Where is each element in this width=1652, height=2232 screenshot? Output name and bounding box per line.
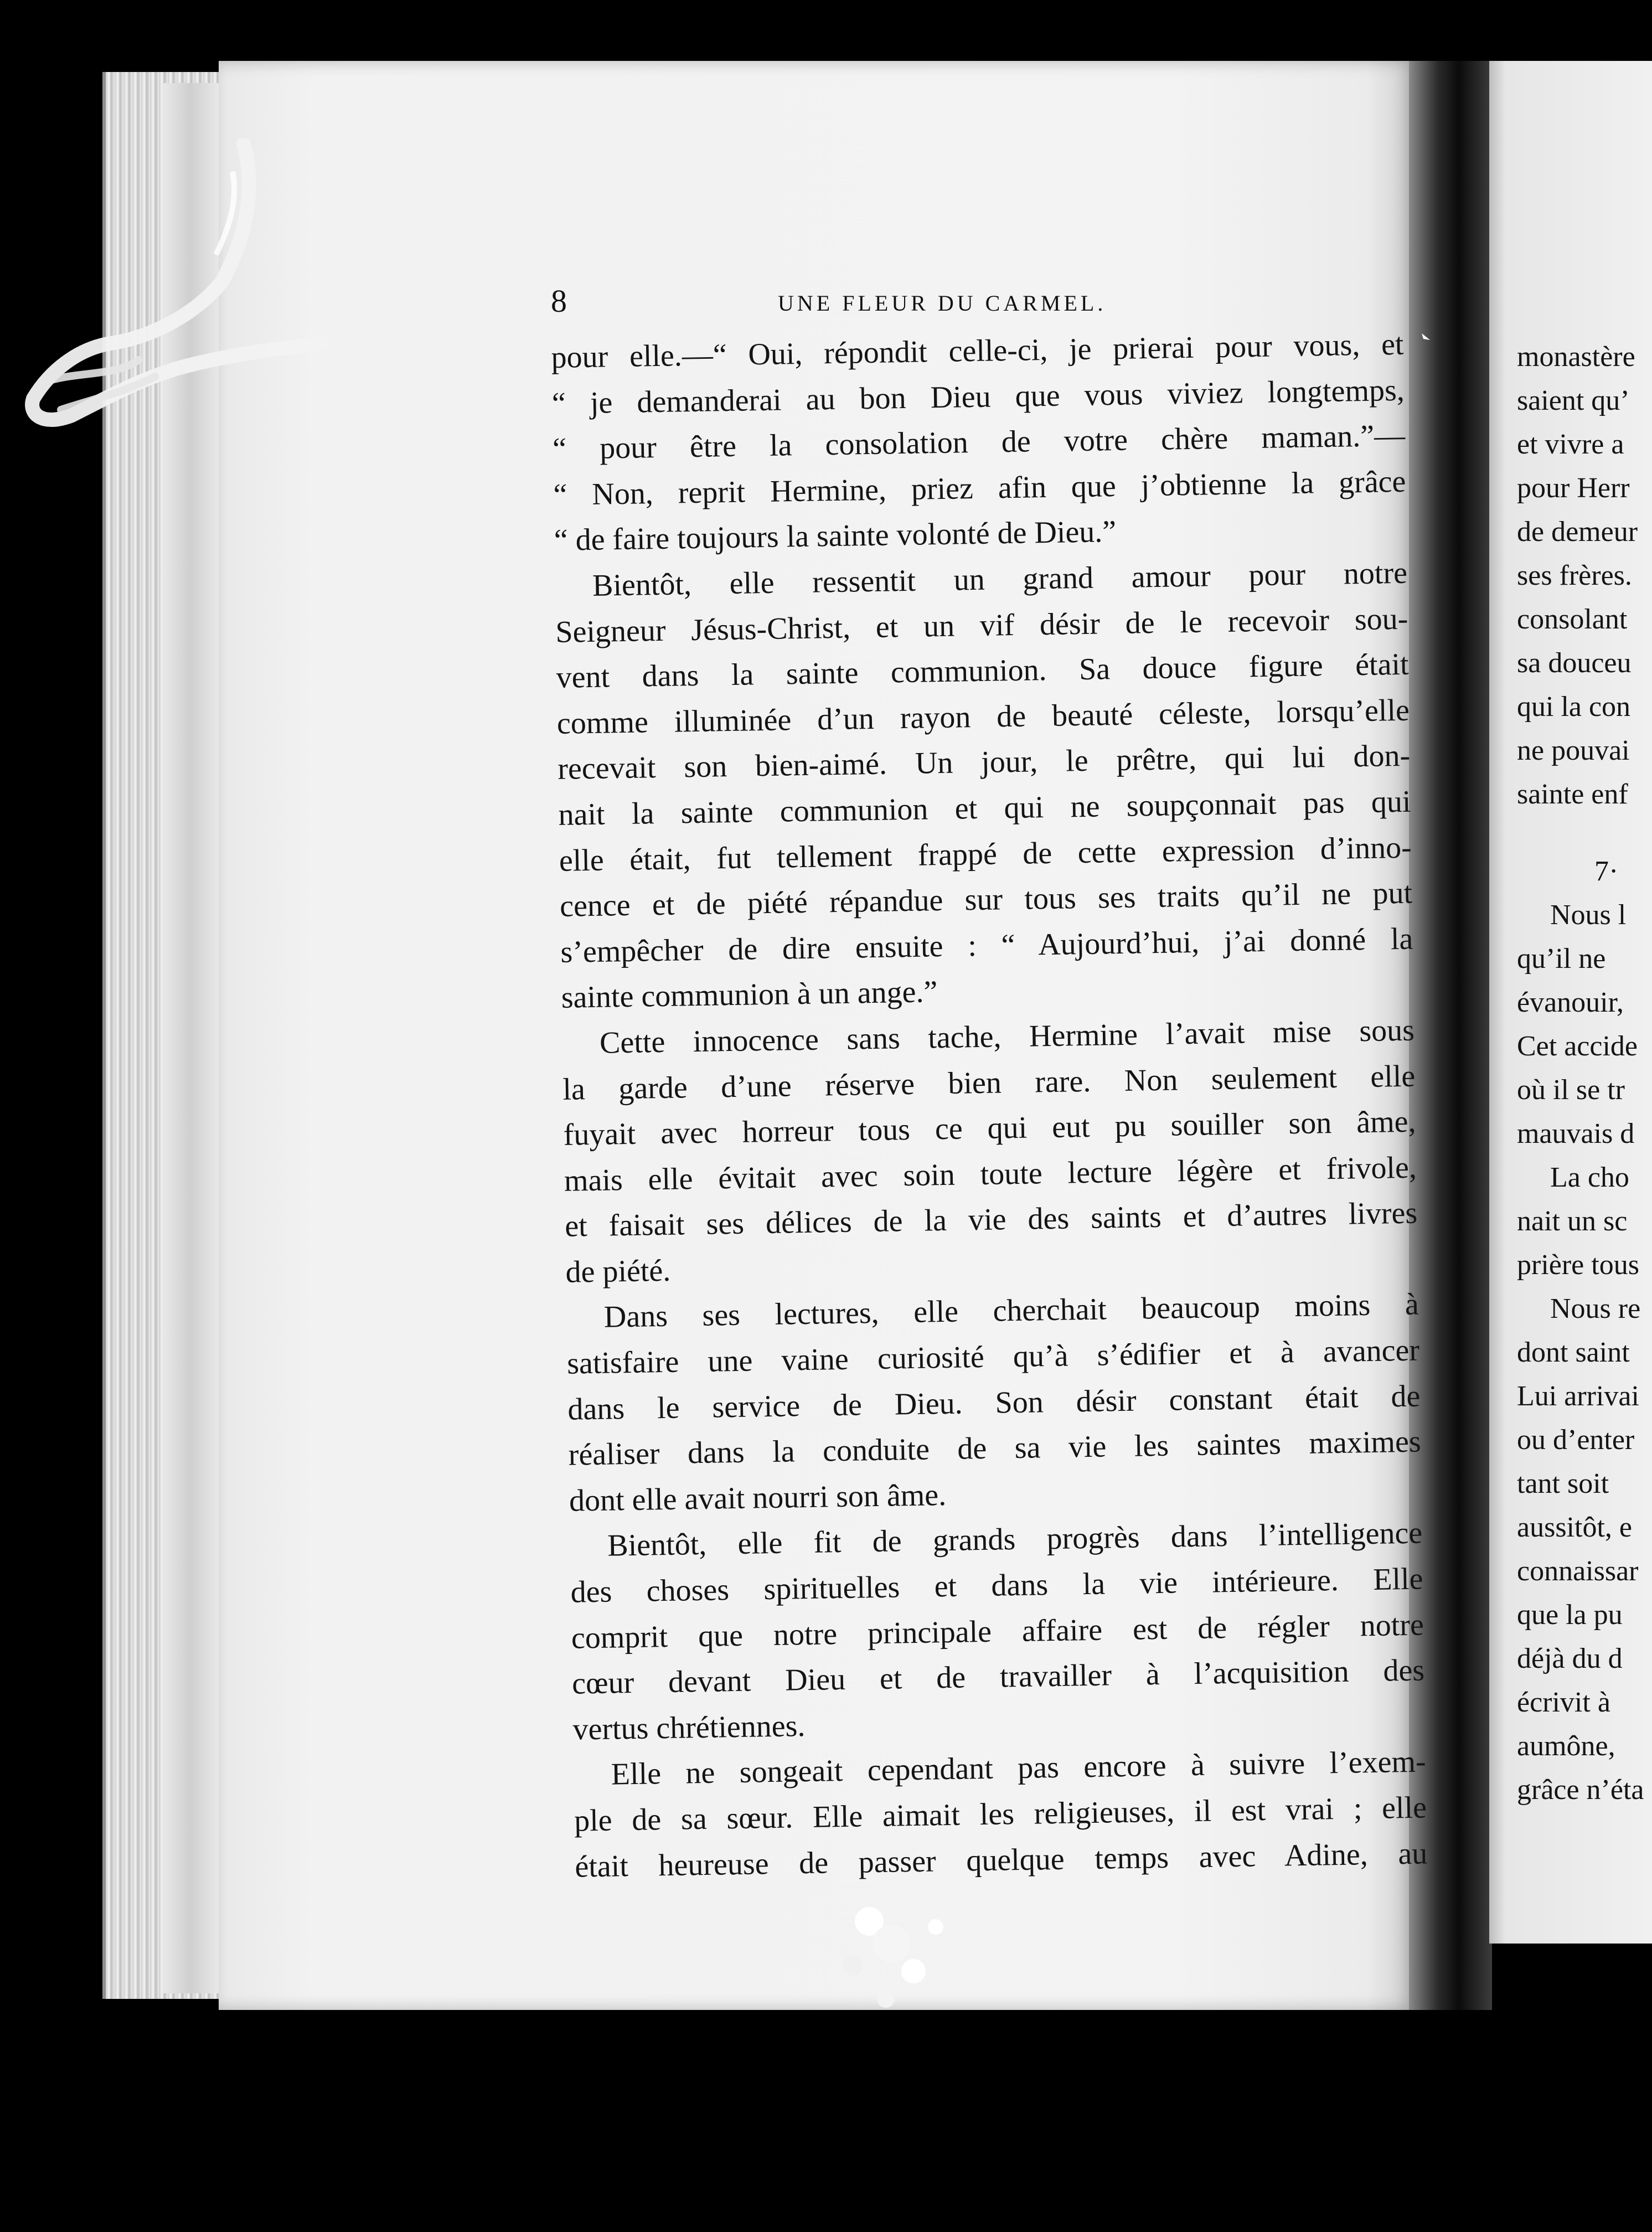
text-line: nait la sainte communion et qui ne soupçonnait pas qui [558,784,1411,832]
text-line: comprit que notre principale affaire est de régler notre [571,1607,1424,1656]
text-line: comme illuminée d’un rayon de beauté céleste, lorsqu’elle [556,693,1410,741]
text-line: sainte communion à un ange.” [561,975,938,1016]
right-page-text [1517,335,1652,1812]
text-line: tant soit [1517,1468,1609,1499]
text-line: Lui arrivai [1517,1380,1639,1412]
text-line: s’empêcher de dire ensuite : “ Aujourd’hui, j’ai donné la [560,921,1413,970]
text-line: dont saint [1517,1337,1630,1368]
text-line: ou d’enter [1517,1424,1635,1456]
text-line: évanouir, [1517,987,1624,1018]
text-line: sa douceu [1517,647,1632,679]
text-line: Nous l [1550,899,1627,931]
text-line: elle était, fut tellement frappé de cette expression d’inno- [559,830,1412,878]
smudge-mark [11,138,343,449]
text-line: que la pu [1517,1599,1623,1631]
text-line: des choses spirituelles et dans la vie intérieure. Elle [570,1561,1423,1610]
text-line: “ je demanderai au bon Dieu que vous viviez longtemps, [551,373,1405,421]
text-line: monastère [1517,341,1635,373]
text-line: fuyait avec horreur tous ce qui eut pu souiller son âme, [563,1104,1416,1152]
text-line: et faisait ses délices de la vie des saints et d’autres livres [564,1195,1418,1244]
section-number: 7· [1594,855,1619,887]
text-line: vertus chrétiennes. [572,1708,806,1747]
text-line: ple de sa sœur. Elle aimait les religieuses, il est vrai ; elle [574,1790,1427,1838]
text-line: “ pour être la consolation de votre chère maman.”— [552,418,1406,467]
text-line: saient qu’ [1517,385,1630,416]
text-line: nait un sc [1517,1205,1628,1237]
text-line: mais elle évitait avec soin toute lecture légère et frivole, [564,1150,1417,1198]
text-line: dont elle avait nourri son âme. [569,1477,947,1518]
running-head [551,282,1403,321]
text-line: aumône, [1517,1730,1615,1762]
text-line: qu’il ne [1517,943,1606,975]
text-line: pour elle.—“ Oui, répondit celle-ci, je prierai pour vous, et [551,327,1404,375]
section-spacer [1517,816,1652,849]
text-line: écrivit à [1517,1687,1610,1718]
text-line: qui la con [1517,691,1631,723]
text-line: dans le service de Dieu. Son désir constant était de [567,1379,1421,1427]
text-line: recevait son bien-aimé. Un jour, le prêtre, qui lui don- [557,739,1411,787]
running-title: UNE FLEUR DU CARMEL. [778,291,1107,316]
text-line: Nous re [1550,1293,1641,1324]
text-line: Elle ne songeait cependant pas encore à suivre l’exem- [611,1744,1427,1792]
text-line: vent dans la sainte communion. Sa douce figure était [556,647,1410,695]
left-page-text [551,322,1428,1890]
text-line: prière tous [1517,1249,1639,1281]
text-line: Dans ses lectures, elle cherchait beaucoup moins à [603,1287,1419,1335]
text-line: Bientôt, elle fit de grands progrès dans l’intelligence [607,1516,1423,1564]
text-line: satisfaire une vaine curiosité qu’à s’édifier et à avancer [566,1333,1420,1381]
text-line: consolant [1517,604,1628,635]
text-line: ses frères. [1517,560,1632,591]
text-line: Seigneur Jésus-Christ, et un vif désir de le recevoir sou- [555,601,1408,650]
text-line: grâce n’éta [1517,1774,1644,1806]
text-line: la garde d’une réserve bien rare. Non seulement elle [562,1059,1416,1107]
text-line: cœur devant Dieu et de travailler à l’acquisition des [571,1653,1425,1701]
text-line: mauvais d [1517,1118,1635,1149]
text-line: cence et de piété répandue sur tous ses traits qu’il ne put [559,875,1413,924]
text-line: où il se tr [1517,1074,1625,1106]
text-line: pour Herr [1517,472,1630,504]
text-line: était heureuse de passer quelque temps avec Adine, au [574,1836,1428,1884]
text-line: sainte enf [1517,779,1628,810]
text-line: “ Non, reprit Hermine, priez afin que j’obtienne la grâce [553,464,1406,512]
margin-tick [1420,332,1432,348]
text-line: La cho [1550,1162,1629,1193]
text-line: Bientôt, elle ressentit un grand amour pour notre [592,555,1408,603]
text-line: Cet accide [1517,1030,1638,1062]
text-line: réaliser dans la conduite de sa vie les saintes maximes [568,1424,1422,1472]
text-line: “ de faire toujours la sainte volonté de Dieu.” [554,514,1117,558]
text-line: ne pouvai [1517,735,1630,766]
text-line: connaissar [1517,1555,1639,1587]
text-line: de demeur [1517,516,1638,548]
text-line: et vivre a [1517,429,1624,460]
text-line: aussitôt, e [1517,1512,1632,1543]
page-number: 8 [551,283,567,319]
text-line: de piété. [565,1253,671,1290]
text-line: Cette innocence sans tache, Hermine l’avait mise sous [599,1013,1415,1060]
text-line: déjà du d [1517,1643,1623,1674]
